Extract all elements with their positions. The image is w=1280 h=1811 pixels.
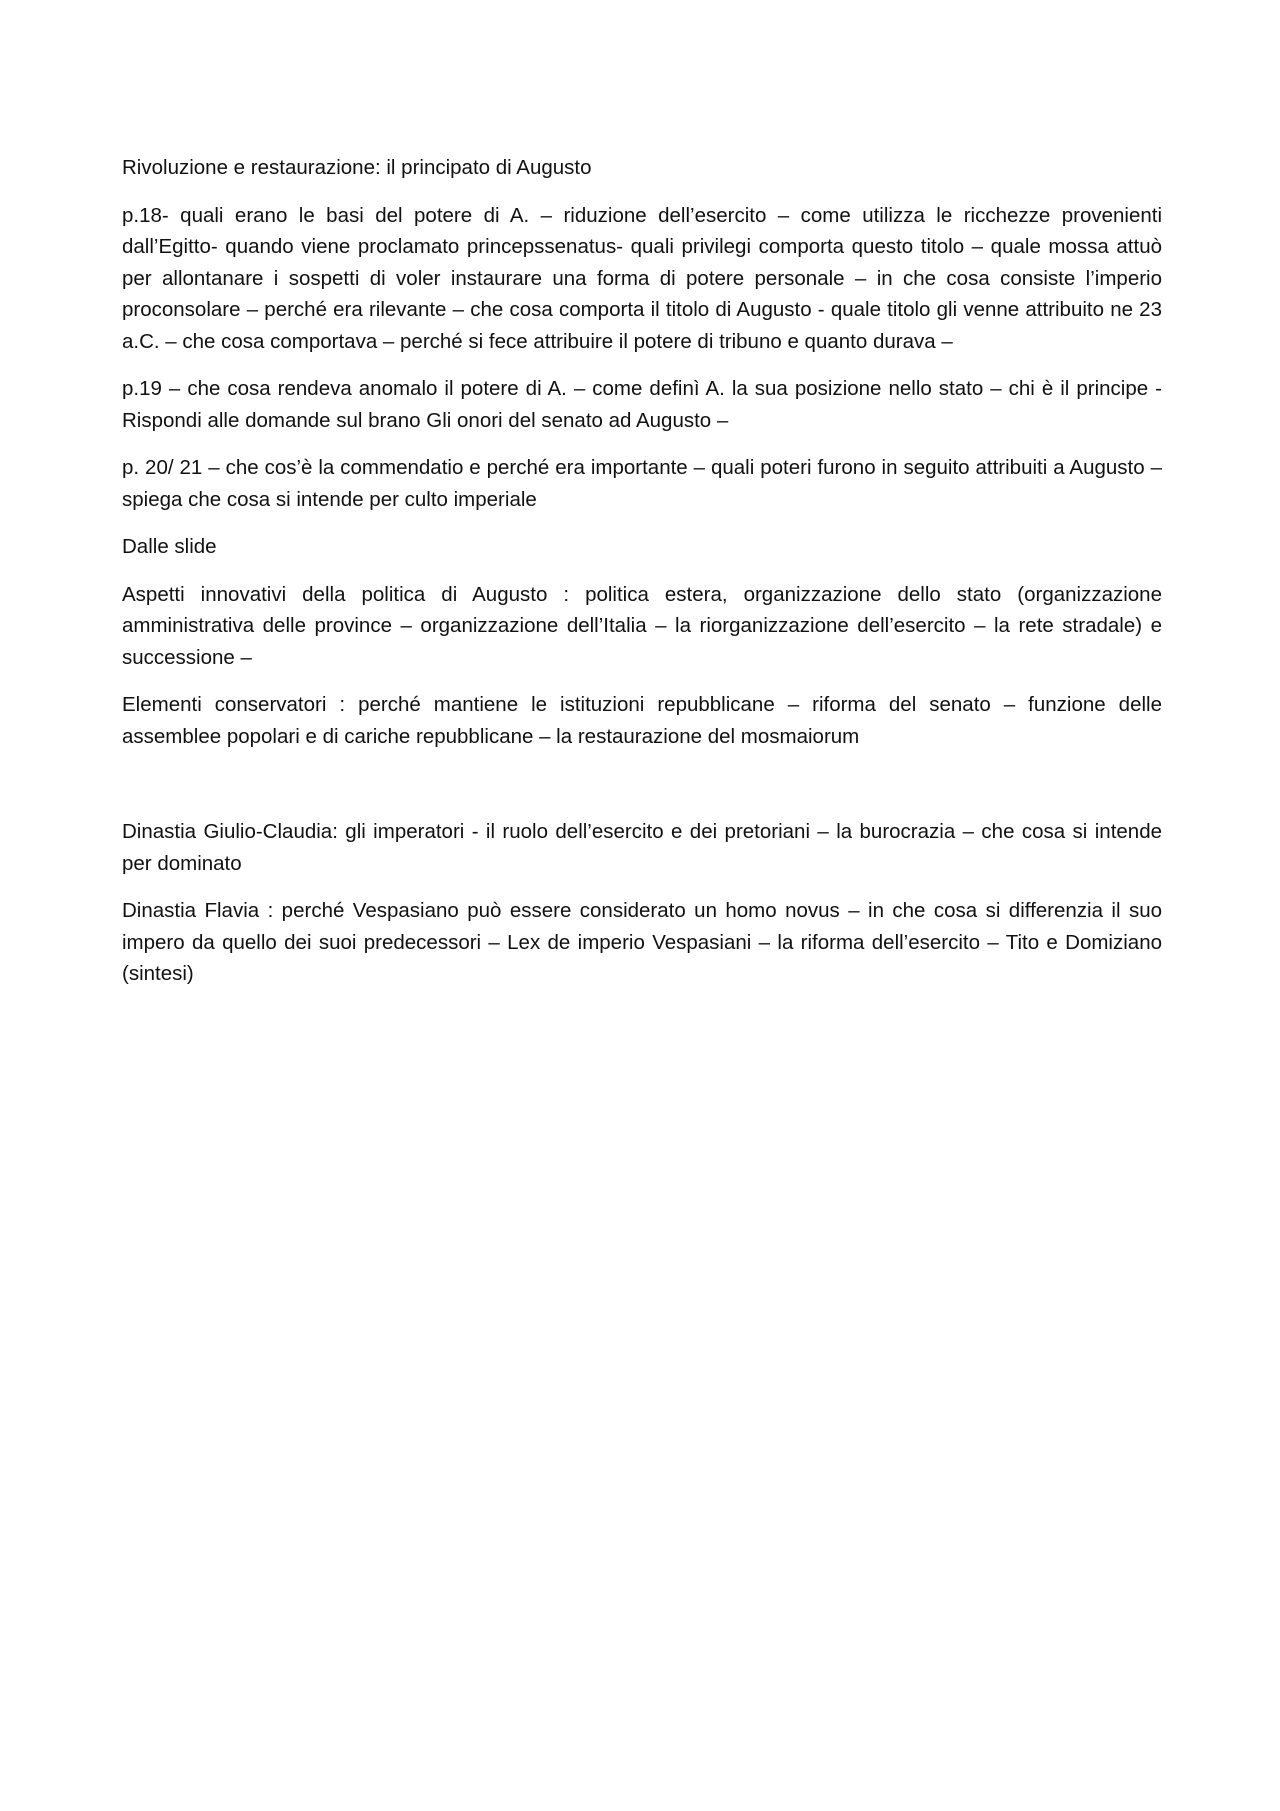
paragraph-p18: p.18- quali erano le basi del potere di A. – riduzione dell’esercito – come utilizza le ricchezze provenienti dall’Egitto- quando viene proclamato princepssenatus- quali privilegi comporta questo titolo – quale mossa attuò per allontanare i sospetti di voler instaurare una forma di potere personale – in che cosa consiste l’imperio proconsolare – perché era rilevante – che cosa comporta il titolo di Augusto - quale titolo gli venne attribuito ne 23 a.C. – che cosa comportava – perché si fece attribuire il potere di tribuno e quanto durava – xyxy=(122,203,1162,353)
paragraph-dalle-slide: Dalle slide xyxy=(122,535,217,558)
paragraph-elementi-conservatori: Elementi conservatori : perché mantiene le istituzioni repubblicane – riforma del senato – funzione delle assemblee popolari e di cariche repubblicane – la restaurazione del mosmaiorum xyxy=(122,693,1162,748)
document-title: Rivoluzione e restaurazione: il principato di Augusto xyxy=(122,156,592,179)
paragraph-aspetti-innovativi: Aspetti innovativi della politica di Augusto : politica estera, organizzazione dello stato (organizzazione amministrativa delle province – organizzazione dell’Italia – la riorganizzazione dell’esercito – la rete stradale) e successione – xyxy=(122,582,1162,669)
paragraph-p19: p.19 – che cosa rendeva anomalo il potere di A. – come definì A. la sua posizione nello stato – chi è il principe - Rispondi alle domande sul brano Gli onori del senato ad Augusto – xyxy=(122,377,1162,432)
paragraph-p20-21: p. 20/ 21 – che cos’è la commendatio e perché era importante – quali poteri furono in seguito attribuiti a Augusto – spiega che cosa si intende per culto imperiale xyxy=(122,456,1162,511)
blank-gap xyxy=(122,768,1162,816)
paragraph-dinastia-flavia: Dinastia Flavia : perché Vespasiano può essere considerato un homo novus – in che cosa si differenzia il suo impero da quello dei suoi predecessori – Lex de imperio Vespasiani – la riforma dell’esercito – Tito e Domiziano (sintesi) xyxy=(122,899,1162,985)
paragraph-dinastia-giulio-claudia: Dinastia Giulio-Claudia: gli imperatori - il ruolo dell’esercito e dei pretoriani – la burocrazia – che cosa si intende per dominato xyxy=(122,820,1162,875)
document-body xyxy=(122,152,1162,1006)
